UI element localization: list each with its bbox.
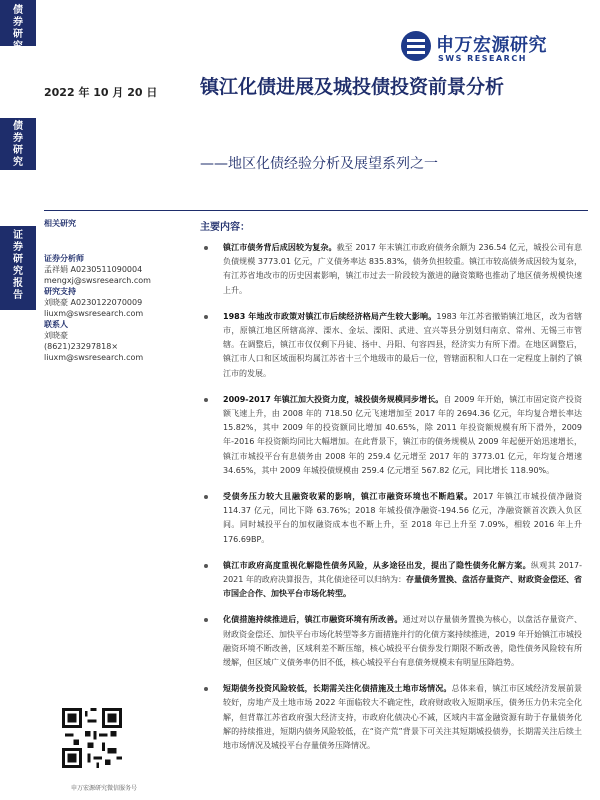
logo-en-text: SWS RESEARCH [438,54,527,63]
bullet-text: 截至 2017 年末镇江市政府债务余额为 236.54 亿元，城投公司有息负债规模 3773.01 亿元，广义债务率达 835.83%，债务负担较重。镇江市较高债务成因较为复杂，有江苏省地改市的历史因素影响，镇江市过去一阶段较为激进的融资策略也推动了地区债务规模快速上升。 [223,243,582,295]
bullet-text: 自 2009 年开始，镇江市固定资产投资额飞速上升，由 2008 年的 718.50 亿元飞速增加至 2017 年的 2694.36 亿元，年均复合增长率达 15.82%，其中 2009 年的投资额同比增加 40.65%，除 2011 年投资额规模有所下滑外，2009 年-2016 年投资额均同比大幅增加。在此背景下，镇江市的债务规模从 2009 年起便开始迅速增长，镇江市城投平台有息债务由 2008 年的 259.4 亿元增至 2017 年的 3773.01 亿元，年均复合增速 34.65%，其中 2009 年城投债规模由 259.4 亿元增至 567.82 亿元，同比增长 118.90%。 [223,394,582,475]
logo-mark-icon [400,30,432,62]
sidebar-top-block [0,0,36,52]
bullet-dot-icon [204,564,208,568]
bullet-lead: 2009-2017 年镇江加大投资力度，城投债务规模同步增长。 [223,394,444,404]
bullet-text: 纵观其 2017-2021 年的政府决算报告，其化债途径可以归纳为： [223,560,582,585]
contact-phone: (8621)23297818× [44,342,119,351]
list-item [204,310,582,381]
bullet-lead: 镇江市政府高度重视化解隐性债务风险，从多途径出发，提出了隐性债务化解方案。 [223,560,531,570]
report-date: 2022 年 10 月 20 日 [44,86,158,99]
bullet-lead: 短期债务投资风险较低，长期需关注化债措施及土地市场情况。 [223,684,452,694]
sidebar-middle-label: 债券研究 [13,121,23,168]
report-subtitle: ——地区化债经验分析及展望系列之一 [200,156,438,172]
contact-email: liuxm@swsresearch.com [44,353,144,362]
list-item [204,241,582,298]
logo-cn-text: 申万宏源研究 [436,35,547,56]
main-content-heading: 主要内容： [200,222,250,233]
support-line: 刘晓豪 A0230122070009 [44,298,143,307]
bullet-text: 通过对以存量债务置换为核心，以盘活存量资产、财政资金偿还、加快平台市场化转型等多方面措施并行的化债方案持续推进，2019 年开始镇江市城投融资环境不断改善，区域利差不断压缩，核心城投平台债券发行期限不断改善，隐性债务风险较有所缓解，但区域广义债务率仍旧不低，核心城投平台有息债务规模未有明显压降趋势。 [223,615,583,668]
bullet-lead: 化债措施持续推进后，镇江市融资环境有所改善。 [223,615,403,625]
analyst-heading: 证券分析师 [44,254,84,263]
analyst-line: 孟祥娟 A0230511090004 [44,265,143,274]
list-item [204,393,582,478]
company-logo [400,30,580,66]
sidebar-bottom-block [0,226,36,310]
bullet-text: 1983 年江苏省撤销镇江地区，改为省辖市，原镇江地区所辖高淳、溧水、金坛、溧阳、武进、宜兴等县分别划归南京、常州、无锡三市管辖。在调整后，镇江市仅仅剩下丹徒、扬中、丹阳、句容四县，经济实力有所下滑。在地区调整后，镇江市人口和区域面积均属江苏省十三个地级市的最后一位，管辖面积和人口在一定程度上制约了镇江市的发展。 [223,311,582,378]
key-points-list [204,241,582,765]
contact-name: 刘晓豪 [44,331,68,340]
qr-caption: 申万宏源研究微信服务号 [70,785,137,792]
sidebar-middle-block [0,118,36,170]
list-item [204,613,582,670]
sidebar-bottom-label: 证券研究报告 [13,230,23,301]
support-heading: 研究支持 [44,287,76,296]
left-column [44,218,184,363]
bullet-dot-icon [204,618,208,622]
bullet-lead: 1983 年地改市政策对镇江市后续经济格局产生较大影响。 [223,311,437,321]
header-divider [44,210,588,211]
sidebar [0,0,36,800]
bullet-lead: 受债务压力较大且融资收紧的影响，镇江市融资环境也不断趋紧。 [223,492,473,502]
analyst-email: mengxj@swsresearch.com [44,276,151,285]
bullet-dot-icon [204,315,208,319]
related-research-heading: 相关研究 [44,219,76,228]
support-email: liuxm@swsresearch.com [44,309,144,318]
report-title: 镇江化债进展及城投债投资前景分析 [200,76,505,98]
list-item [204,682,582,753]
qr-code-icon [62,708,122,768]
contact-heading: 联系人 [44,320,68,329]
bullet-text: 总体来看，镇江市区域经济发展前景较好，房地产及土地市场 2022 年面临较大不确定性，政府财政收入短期承压，债务压力仍未完全化解，但背靠江苏省政府强大经济支持，市政府化债决心不减，区域内丰富金融资源有助于存量债务化解的持续推进，短期内债务风险较低，在“资产荒”背景下可关注其短期城投债券，长期需关注后续土地市场情况及城投平台存量债务压降情况。 [223,684,583,751]
bullet-text: 2017 年镇江市城投债净融资 114.37 亿元，同比下降 63.76%；2018 年城投债净融资-194.56 亿元，净融资额首次跌入负区间。同时城投平台的加权融资成本也不断上升，至 2018 年已上升至 7.09%，相较 2016 年上升 176.69BP。 [223,492,583,544]
bullet-dot-icon [204,495,208,499]
list-item [204,490,582,547]
bullet-lead: 镇江市债务背后成因较为复杂。 [223,243,337,252]
bullet-dot-icon [204,687,208,691]
bullet-dot-icon [204,398,208,402]
sidebar-top-label: 债券研究 [13,5,23,52]
list-item [204,559,582,602]
bullet-dot-icon [204,246,208,250]
bullet-lead-tail: 存量债务置换、盘活存量资产、财政资金偿还、省市国企合作、加快平台市场化转型。 [223,575,582,599]
